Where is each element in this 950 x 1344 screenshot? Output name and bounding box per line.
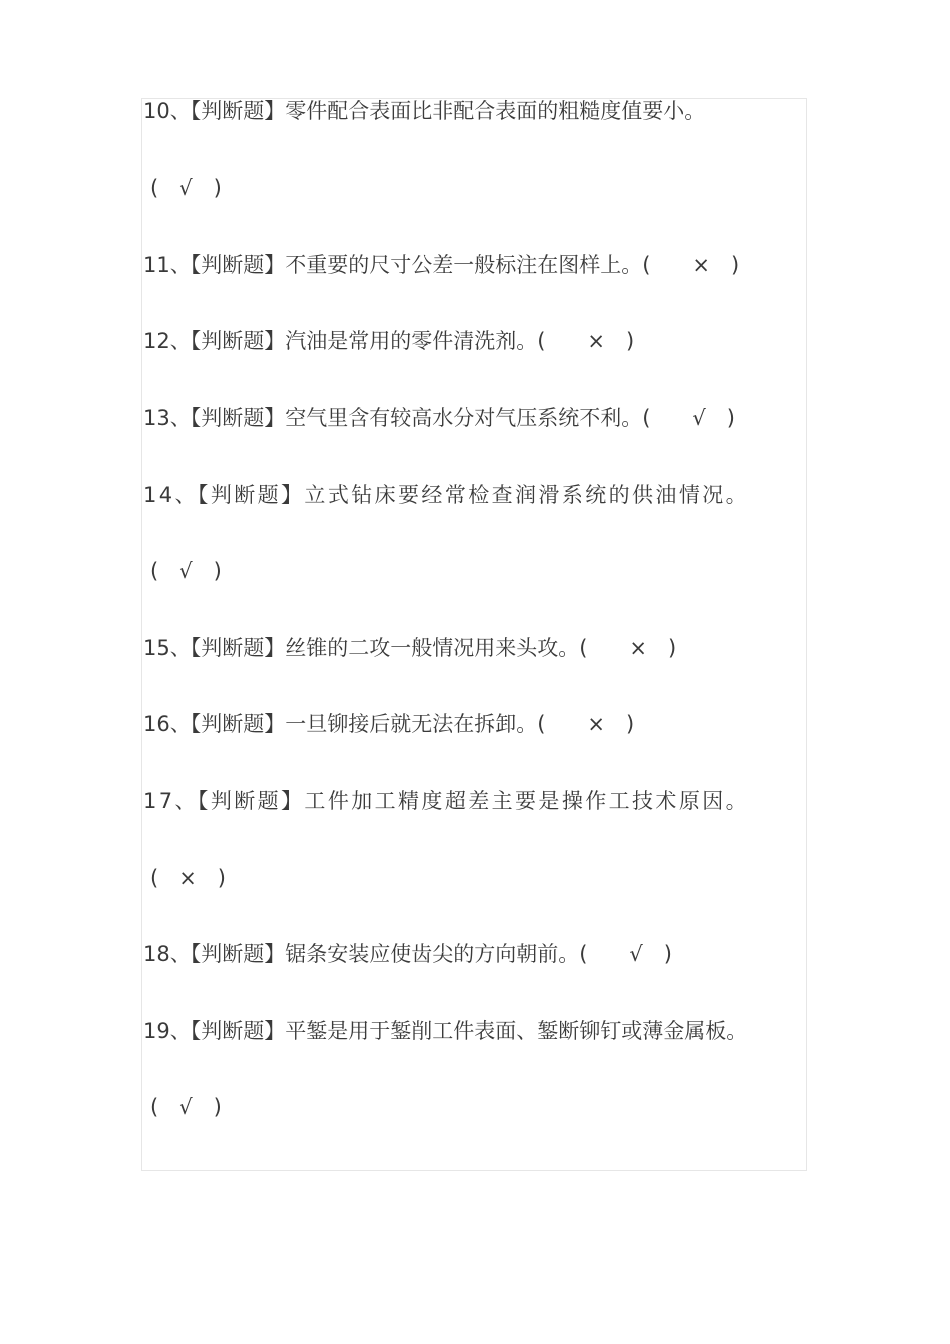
question-16: 16、【判断题】一旦铆接后就无法在拆卸。( × ) [143,712,635,736]
question-13: 13、【判断题】空气里含有较高水分对气压系统不利。( √ ) [143,406,735,430]
question-12: 12、【判断题】汽油是常用的零件清洗剂。( × ) [143,329,635,353]
question-17: 17、【判断题】工件加工精度超差主要是操作工技术原因。 [143,789,750,813]
answer-10: ( √ ) [150,176,222,200]
answer-19: ( √ ) [150,1095,222,1119]
question-14: 14、【判断题】立式钻床要经常检查润滑系统的供油情况。 [143,483,750,507]
answer-17: ( × ) [150,866,226,890]
question-10: 10、【判断题】零件配合表面比非配合表面的粗糙度值要小。 [143,99,706,123]
question-15: 15、【判断题】丝锥的二攻一般情况用来头攻。( × ) [143,636,677,660]
question-11: 11、【判断题】不重要的尺寸公差一般标注在图样上。( × ) [143,253,740,277]
question-18: 18、【判断题】锯条安装应使齿尖的方向朝前。( √ ) [143,942,672,966]
answer-14: ( √ ) [150,559,222,583]
question-19: 19、【判断题】平錾是用于錾削工件表面、錾断铆钉或薄金属板。 [143,1019,748,1043]
